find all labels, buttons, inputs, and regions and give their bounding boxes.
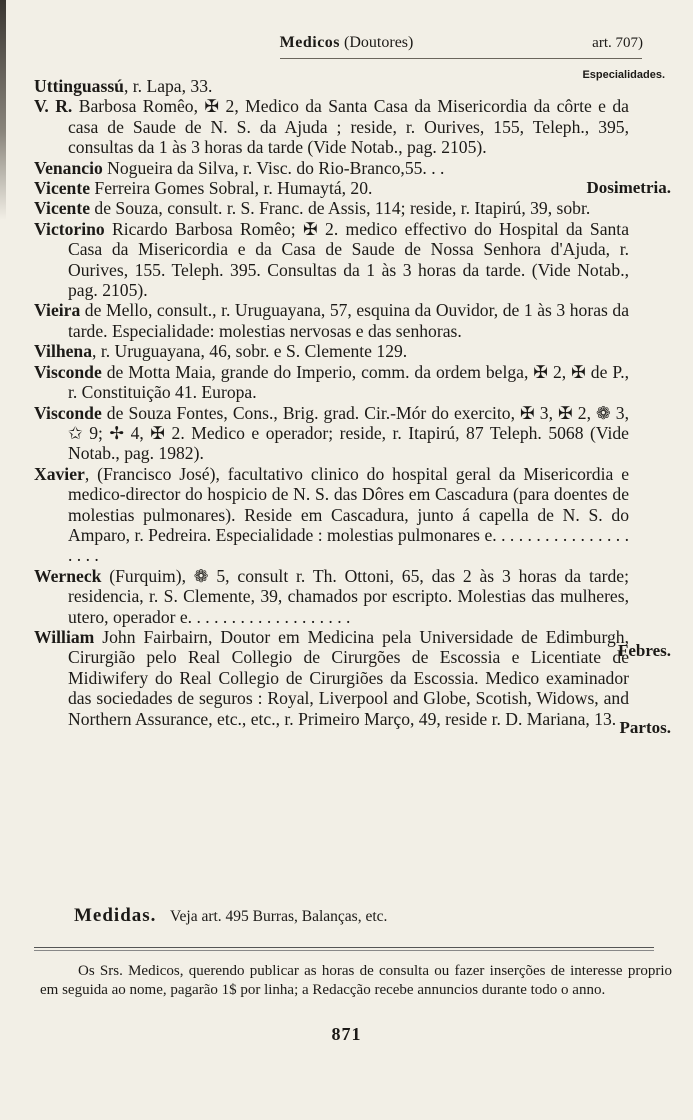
entry-vilhena: Vilhena, r. Uruguayana, 46, sobr. e S. Clemente 129. [34,341,408,362]
specialty-febres: Febres. [617,641,671,660]
entry-vicente-sobral: Vicente Ferreira Gomes Sobral, r. Humaytá, 20. [34,178,373,199]
specialties-column-label: Especialidades. [582,69,665,81]
page-header [0,34,693,56]
entry-visconde-souza: Visconde de Souza Fontes, Cons., Brig. grad. Cir.-Mór do exercito, ✠ 3, ✠ 2, ❁ 3, ✩ 9; ✢ 4, ✠ 2. Medico e operador; reside, r. Itapirú, 87 Teleph. 5068 (Vide Notab., pag. 1982). [34,402,629,464]
entry-vieira: Vieira de Mello, consult., r. Uruguayana, 57, esquina da Ouvidor, de 1 às 3 horas da tarde. Especialidade: molestias nervosas e das senhoras. [34,300,629,341]
entry-xavier: Xavier, (Francisco José), facultativo clinico do hospital geral da Misericordia e medico-director do hospicio de N. S. das Dôres em Cascadura (para doentes de molestias pulmonares). Reside em Cascadura, junto á capella de N. S. do Amparo, r. Pedreira. Especialidade : molestias pulmonares e. . . . . . . . . . . . . . . . . . . . [34,463,629,566]
entry-list [34,76,629,729]
medidas-text: Veja art. 495 Burras, Balanças, etc. [170,908,388,925]
page-edge-shadow [0,0,6,220]
title-rest: (Doutores) [344,34,414,51]
header-rule [280,58,642,59]
page-title [0,34,693,52]
separator-rule-2 [34,950,654,951]
separator-rule [34,947,654,948]
article-number: art. 707) [592,35,643,51]
medidas-heading: Medidas. [74,905,157,926]
specialty-partos: Partos. [619,718,671,737]
advertising-notice: Os Srs. Medicos, querendo publicar as horas de consulta ou fazer inserções de interesse proprio em seguida ao nome, pagarão 1$ por linha; a Redacção recebe annuncios durante todo o anno. [40,963,672,998]
medidas-reference [74,905,634,927]
entry-visconde-motta: Visconde de Motta Maia, grande do Imperio, comm. da ordem belga, ✠ 2, ✠ de P., r. Constituição 41. Europa. [34,361,629,403]
specialty-dosimetria: Dosimetria. [586,178,671,197]
entry-vicente-souza: Vicente de Souza, consult. r. S. Franc. de Assis, 114; reside, r. Itapirú, 39, sobr. [34,198,591,219]
entry-venancio: Venancio Nogueira da Silva, r. Visc. do Rio-Branco,55. . . [34,157,445,178]
entry-uttinguassu: Uttinguassú, r. Lapa, 33. [34,76,213,96]
title-bold: Medicos [279,34,341,51]
entry-victorino: Victorino Ricardo Barbosa Romêo; ✠ 2. medico effectivo do Hospital da Santa Casa da Misericordia e da Casa de Saude de Nossa Senhora d'Ajuda, r. Ourives, 155. Teleph. 395. Consultas da 1 às 3 horas da tarde. (Vide Notab., pag. 2105). [34,218,629,301]
entry-werneck: Werneck (Furquim), ❁ 5, consult r. Th. Ottoni, 65, das 2 às 3 horas da tarde; residencia, r. S. Clemente, 39, chamados por escripto. Molestias das mulheres, utero, operador e. . . . . . . . . . . . . . . . . . . [34,565,629,627]
entry-v-r-barbosa: V. R. Barbosa Romêo, ✠ 2, Medico da Santa Casa da Misericordia da côrte e da casa de Saude de N. S. da Ajuda ; reside, r. Ourives, 155, Teleph., 395, consultas da 1 às 3 horas da tarde (Vide Notab., pag. 2105). [34,96,629,158]
page-number: 871 [331,1024,362,1044]
entry-william: William John Fairbairn, Doutor em Medicina pela Universidade de Edimburgh, Cirurgião pelo Real Collegio de Cirurgões de Escossia e Licentiate de Midiwifery do Real Collegio de Cirurgiões da Escossia. Medico examinador das sociedades de seguros : Royal, Liverpool and Globe, Scotish, Widows, and Northern Assurance, etc., etc., r. Primeiro Março, 49, reside r. D. Mariana, 13. [34,626,629,729]
